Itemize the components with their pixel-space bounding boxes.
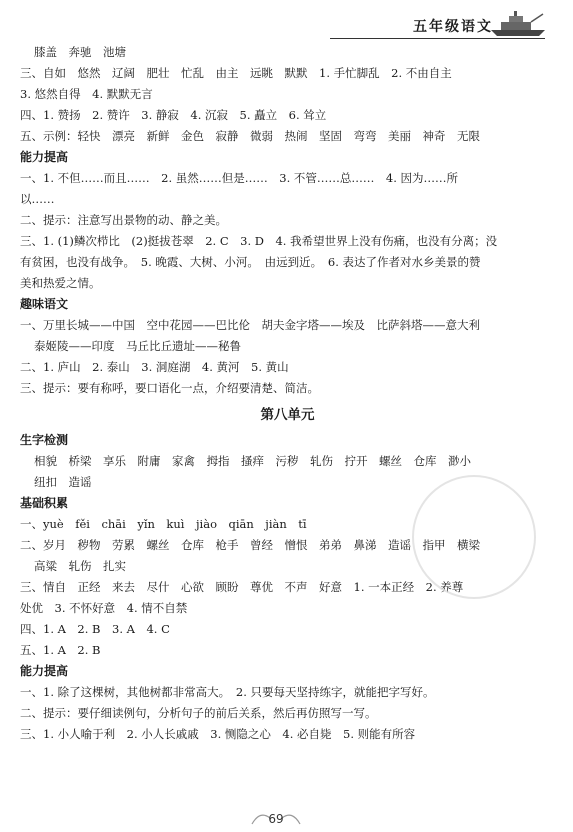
book-title: 五年级语文	[413, 19, 493, 35]
answer-line: 二、提示：要仔细读例句，分析句子的前后关系，然后再仿照写一写。	[20, 706, 377, 720]
answer-line: 处优 3. 不怀好意 4. 情不自禁	[20, 601, 188, 615]
ship-icon	[487, 10, 549, 38]
answer-line: 一、1. 不但……而且…… 2. 虽然……但是…… 3. 不管……总…… 4. 因为……所	[20, 171, 459, 185]
answer-line: 二、1. 庐山 2. 泰山 3. 洞庭湖 4. 黄河 5. 黄山	[20, 360, 289, 374]
section-heading: 能力提高	[20, 664, 69, 678]
answer-content	[20, 42, 555, 745]
answer-line: 有贫困，也没有战争。 5. 晚霞、大树、小河。 由远到近。 6. 表达了作者对水乡美景的赞	[20, 255, 481, 269]
unit-title: 第八单元	[260, 407, 315, 423]
answer-line: 二、提示：注意写出景物的动、静之美。	[20, 213, 227, 227]
answer-line: 美和热爱之情。	[20, 276, 101, 290]
answer-line: 高粱 轧伤 扎实	[34, 559, 126, 573]
answer-line: 五、1. A 2. B	[20, 643, 101, 657]
answer-line: 纽扣 造谣	[34, 475, 92, 489]
answer-line: 三、自如 悠然 辽阔 肥壮 忙乱 由主 远眺 默默 1. 手忙脚乱 2. 不由自主	[20, 66, 452, 80]
answer-line: 膝盖 奔驰 池塘	[34, 45, 126, 59]
answer-line: 三、提示：要有称呼，要口语化一点，介绍要清楚、简洁。	[20, 381, 319, 395]
answer-line: 3. 悠然自得 4. 默默无言	[20, 87, 153, 101]
answer-line: 泰姬陵——印度 马丘比丘遗址——秘鲁	[34, 339, 241, 353]
answer-line: 四、1. A 2. B 3. A 4. C	[20, 622, 170, 636]
answer-line: 一、1. 除了这棵树，其他树都非常高大。 2. 只要每天坚持练字，就能把字写好。	[20, 685, 435, 699]
answer-line: 相貌 桥梁 享乐 附庸 家禽 拇指 搔痒 污秽 轧伤 拧开 螺丝 仓库 渺小	[34, 454, 471, 468]
section-heading: 趣味语文	[20, 297, 69, 311]
answer-line: 一、万里长城——中国 空中花园——巴比伦 胡夫金字塔——埃及 比萨斜塔——意大利	[20, 318, 480, 332]
answer-line: 四、1. 赞扬 2. 赞许 3. 静寂 4. 沉寂 5. 矗立 6. 耸立	[20, 108, 327, 122]
answer-line: 二、岁月 秽物 劳累 螺丝 仓库 枪手 曾经 憎恨 弟弟 鼻涕 造谣 指甲 横梁	[20, 538, 480, 552]
answer-line: 三、1. 小人喻于利 2. 小人长戚戚 3. 恻隐之心 4. 必自毙 5. 则能有所容	[20, 727, 416, 741]
answer-line: 三、情自 正经 来去 尽什 心欲 顾盼 尊优 不声 好意 1. 一本正经 2. 养尊	[20, 580, 464, 594]
header-rule	[330, 38, 545, 39]
stamp-circle-icon	[412, 475, 536, 599]
answer-line: 以……	[20, 192, 55, 206]
answer-line: 一、yuè fěi chāi yǐn kuì jiào qiān jiàn tī	[20, 517, 307, 531]
answer-line: 三、1. (1)鳞次栉比 (2)挺拔苍翠 2. C 3. D 4. 我希望世界上没有伤痛，也没有分离；没	[20, 234, 498, 248]
answer-line: 五、示例：轻快 漂亮 新鲜 金色 寂静 微弱 热闹 坚固 弯弯 美丽 神奇 无限	[20, 129, 480, 143]
section-heading: 能力提高	[20, 150, 69, 164]
section-heading: 生字检测	[20, 433, 69, 447]
page-number: 69	[268, 812, 284, 826]
section-heading: 基础积累	[20, 496, 69, 510]
